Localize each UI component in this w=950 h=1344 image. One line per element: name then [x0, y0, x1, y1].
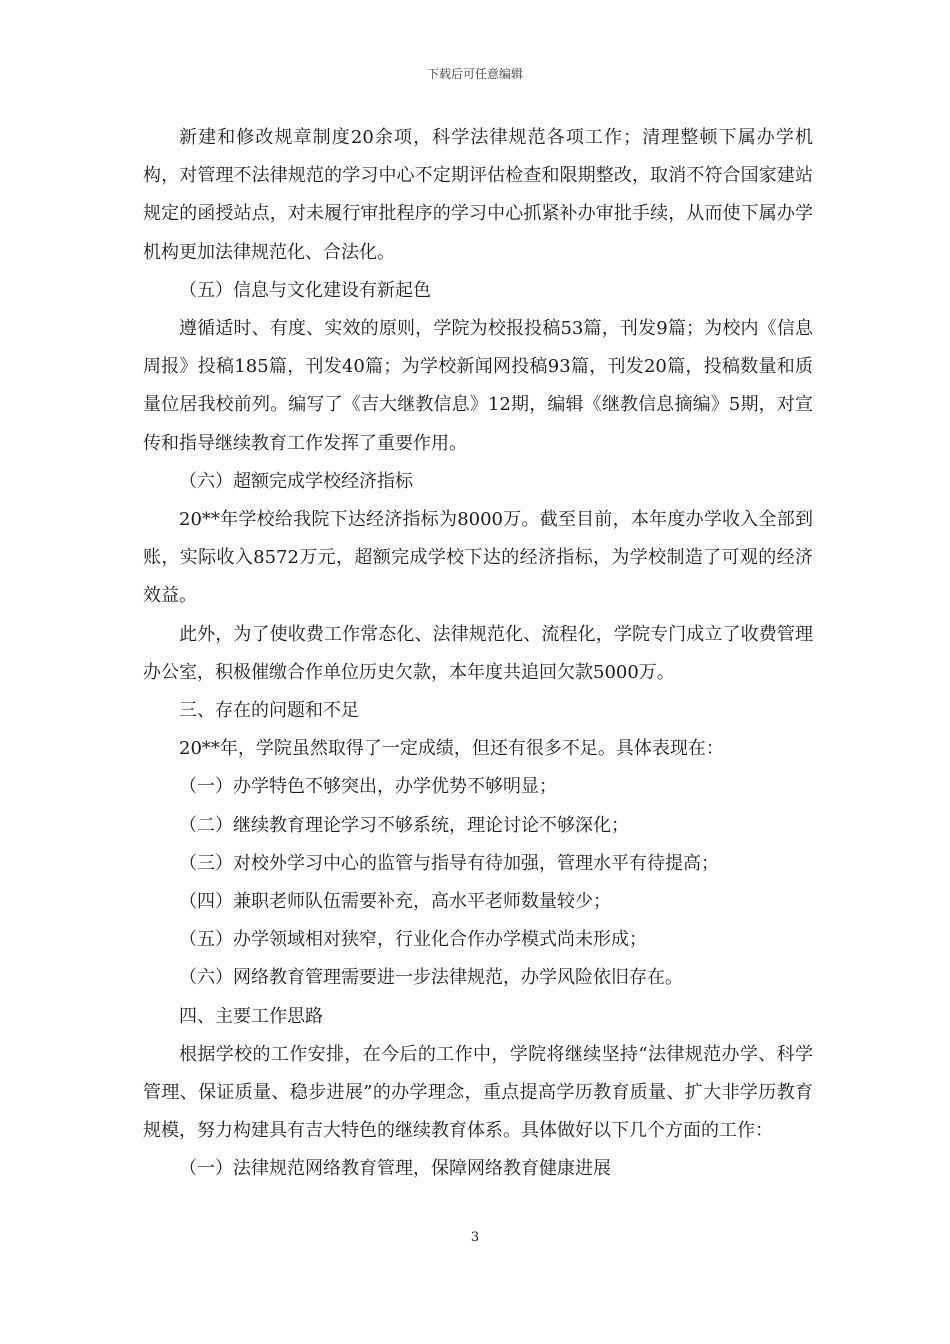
list-item: （四）兼职老师队伍需要补充，高水平老师数量较少；	[179, 891, 611, 913]
paragraph: 20**年学校给我院下达经济指标为8000万。截至目前，本年度办学收入全部到账，实际收入8572万元，超额完成学校下达的经济指标，为学校制造了可观的经济效益。	[143, 509, 813, 607]
paragraph: 新建和修改规章制度20余项，科学法律规范各项工作；清理整顿下属办学机构，对管理不法律规范的学习中心不定期评估检查和限期整改，取消不符合国家建站规定的函授站点，对未履行审批程序的学习中心抓紧补办审批手续，从而使下属办学机构更加法律规范化、合法化。	[143, 127, 813, 263]
section-heading: （六）超额完成学校经济指标	[179, 470, 413, 492]
page-header: 下载后可任意编辑	[426, 67, 523, 81]
list-item: （六）网络教育管理需要进一步法律规范，办学风险依旧存在。	[179, 967, 683, 989]
list-item: （二）继续教育理论学习不够系统，理论讨论不够深化；	[179, 814, 629, 836]
paragraph: 20**年，学院虽然取得了一定成绩，但还有很多不足。具体表现在：	[179, 738, 724, 760]
section-heading: （五）信息与文化建设有新起色	[179, 279, 431, 301]
list-item: （一）办学特色不够突出，办学优势不够明显；	[179, 776, 557, 798]
paragraph: 遵循适时、有度、实效的原则，学院为校报投稿53篇，刊发9篇；为校内《信息周报》投稿185篇，刊发40篇；为学校新闻网投稿93篇，刊发20篇，投稿数量和质量位居我校前列。编写了《吉大继教信息》12期，编辑《继教信息摘编》5期，对宣传和指导继续教育工作发挥了重要作用。	[143, 318, 813, 454]
section-heading: 三、存在的问题和不足	[179, 700, 359, 722]
section-heading: （一）法律规范网络教育管理，保障网络教育健康进展	[179, 1158, 611, 1180]
paragraph: 根据学校的工作安排，在今后的工作中，学院将继续坚持“法律规范办学、科学管理、保证质量、稳步进展”的办学理念，重点提高学历教育质量、扩大非学历教育规模，努力构建具有吉大特色的继续教育体系。具体做好以下几个方面的工作：	[143, 1043, 813, 1142]
paragraph: 此外，为了使收费工作常态化、法律规范化、流程化，学院专门成立了收费管理办公室，积极催缴合作单位历史欠款，本年度共追回欠款5000万。	[143, 623, 813, 683]
list-item: （三）对校外学习中心的监管与指导有待加强，管理水平有待提高；	[179, 852, 719, 874]
list-item: （五）办学领域相对狭窄，行业化合作办学模式尚未形成；	[179, 929, 647, 951]
section-heading: 四、主要工作思路	[179, 1005, 323, 1027]
page-number: 3	[470, 1230, 480, 1245]
document-body	[143, 119, 813, 1189]
